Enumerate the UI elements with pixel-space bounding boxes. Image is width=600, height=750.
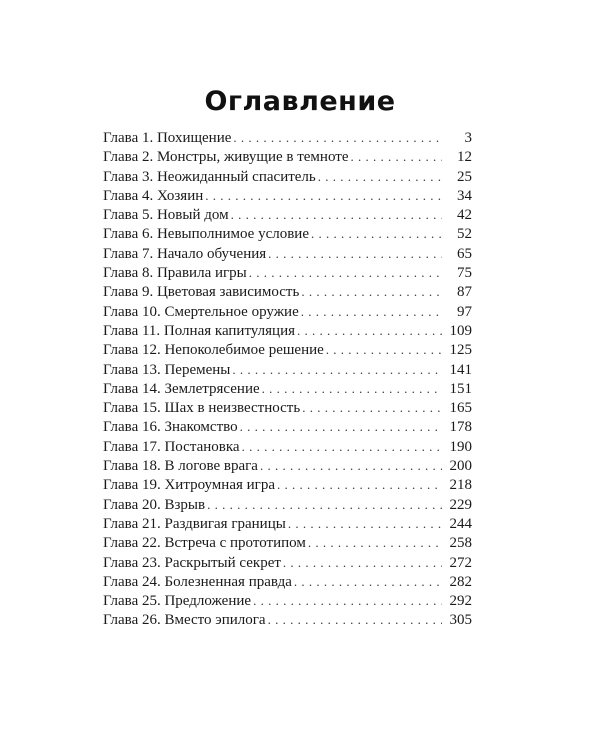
dot-leader [207, 495, 442, 514]
toc-entry-page-number: 25 [457, 168, 472, 185]
toc-entry-page-number: 229 [449, 496, 472, 513]
toc-entry-label: Глава 14. Землетрясение [103, 380, 260, 397]
toc-entry-label: Глава 23. Раскрытый секрет [103, 554, 281, 571]
toc-entry-label: Глава 13. Перемены [103, 361, 231, 378]
dot-leader [297, 321, 442, 340]
dot-leader [268, 610, 442, 629]
toc-entry-page-number: 190 [449, 438, 472, 455]
toc-entry-label: Глава 12. Непоколебимое решение [103, 342, 324, 359]
toc-entry [103, 147, 472, 166]
page-title: Оглавление [204, 86, 396, 117]
dot-leader [302, 398, 442, 417]
toc-entry [103, 321, 472, 340]
toc-entry-label: Глава 18. В логове врага [103, 458, 258, 475]
toc-entry-label: Глава 2. Монстры, живущие в темноте [103, 149, 349, 166]
toc-entry-page-number: 42 [457, 207, 472, 224]
dot-leader [268, 244, 442, 263]
toc-entry [103, 514, 472, 533]
toc-entry-page-number: 305 [449, 612, 472, 629]
toc-entry [103, 533, 472, 552]
toc-entry [103, 167, 472, 186]
dot-leader [288, 514, 442, 533]
toc-entry [103, 302, 472, 321]
toc-entry-label: Глава 15. Шах в неизвестность [103, 400, 301, 417]
toc-entry [103, 379, 472, 398]
dot-leader [308, 533, 442, 552]
toc-entry [103, 263, 472, 282]
toc-entry [103, 340, 472, 359]
dot-leader [294, 572, 442, 591]
toc-entry [103, 610, 472, 629]
toc-entry-label: Глава 26. Вместо эпилога [103, 612, 266, 629]
toc-entry-page-number: 97 [457, 303, 472, 320]
toc-entry [103, 456, 472, 475]
toc-entry [103, 224, 472, 243]
toc-entry-page-number: 52 [457, 226, 472, 243]
toc-entry-label: Глава 10. Смертельное оружие [103, 303, 299, 320]
dot-leader [277, 475, 442, 494]
dot-leader [326, 340, 442, 359]
toc-entry-page-number: 258 [449, 535, 472, 552]
toc-entry-label: Глава 25. Предложение [103, 593, 252, 610]
toc-entry [103, 244, 472, 263]
dot-leader [311, 224, 442, 243]
toc-entry-page-number: 12 [457, 149, 472, 166]
toc-entry-page-number: 200 [449, 458, 472, 475]
toc-entry [103, 128, 472, 147]
toc-entry-label: Глава 20. Взрыв [103, 496, 206, 513]
toc-entry-page-number: 292 [449, 593, 472, 610]
toc-entry-label: Глава 4. Хозяин [103, 187, 204, 204]
toc-entry [103, 553, 472, 572]
toc-entry-page-number: 218 [449, 477, 472, 494]
toc-entry [103, 205, 472, 224]
dot-leader [242, 437, 442, 456]
toc-entry [103, 437, 472, 456]
toc-entry-page-number: 151 [449, 380, 472, 397]
toc-entry-page-number: 178 [449, 419, 472, 436]
dot-leader [301, 282, 442, 301]
toc-entry-page-number: 75 [457, 265, 472, 282]
dot-leader [205, 186, 442, 205]
dot-leader [253, 591, 442, 610]
dot-leader [318, 167, 442, 186]
toc-entry [103, 591, 472, 610]
toc-entry-page-number: 34 [457, 187, 472, 204]
toc-entry-page-number: 282 [449, 573, 472, 590]
dot-leader [283, 553, 442, 572]
toc-entry-page-number: 65 [457, 245, 472, 262]
toc-entry-label: Глава 19. Хитроумная игра [103, 477, 275, 494]
toc-entry [103, 282, 472, 301]
dot-leader [232, 360, 442, 379]
toc-entry-page-number: 141 [449, 361, 472, 378]
toc-entry-label: Глава 6. Невыполнимое условие [103, 226, 309, 243]
toc-entry [103, 186, 472, 205]
toc-entry-label: Глава 21. Раздвигая границы [103, 515, 286, 532]
toc-entry-label: Глава 5. Новый дом [103, 207, 229, 224]
dot-leader [233, 128, 442, 147]
dot-leader [301, 302, 442, 321]
toc-entry-label: Глава 11. Полная капитуляция [103, 322, 295, 339]
toc-entry [103, 360, 472, 379]
toc-entry-page-number: 87 [457, 284, 472, 301]
toc-entry-label: Глава 16. Знакомство [103, 419, 238, 436]
dot-leader [260, 456, 442, 475]
toc-entry-label: Глава 22. Встреча с прототипом [103, 535, 306, 552]
dot-leader [249, 263, 442, 282]
toc-entry-label: Глава 17. Постановка [103, 438, 240, 455]
toc-entry [103, 398, 472, 417]
toc-entry-page-number: 109 [449, 322, 472, 339]
toc-entry-label: Глава 8. Правила игры [103, 265, 247, 282]
table-of-contents [103, 128, 472, 630]
dot-leader [262, 379, 442, 398]
dot-leader [231, 205, 442, 224]
toc-entry-page-number: 272 [449, 554, 472, 571]
toc-entry-label: Глава 24. Болезненная правда [103, 573, 292, 590]
dot-leader [240, 417, 442, 436]
toc-entry-label: Глава 7. Начало обучения [103, 245, 267, 262]
toc-entry-label: Глава 1. Похищение [103, 130, 232, 146]
toc-entry [103, 475, 472, 494]
toc-entry-page-number: 244 [449, 515, 472, 532]
toc-entry-page-number: 3 [464, 130, 472, 146]
toc-entry-label: Глава 9. Цветовая зависимость [103, 284, 300, 301]
toc-entry [103, 495, 472, 514]
toc-entry-label: Глава 3. Неожиданный спаситель [103, 168, 316, 185]
toc-entry-page-number: 125 [449, 342, 472, 359]
toc-entry-page-number: 165 [449, 400, 472, 417]
toc-entry [103, 572, 472, 591]
dot-leader [350, 147, 442, 166]
toc-entry [103, 417, 472, 436]
